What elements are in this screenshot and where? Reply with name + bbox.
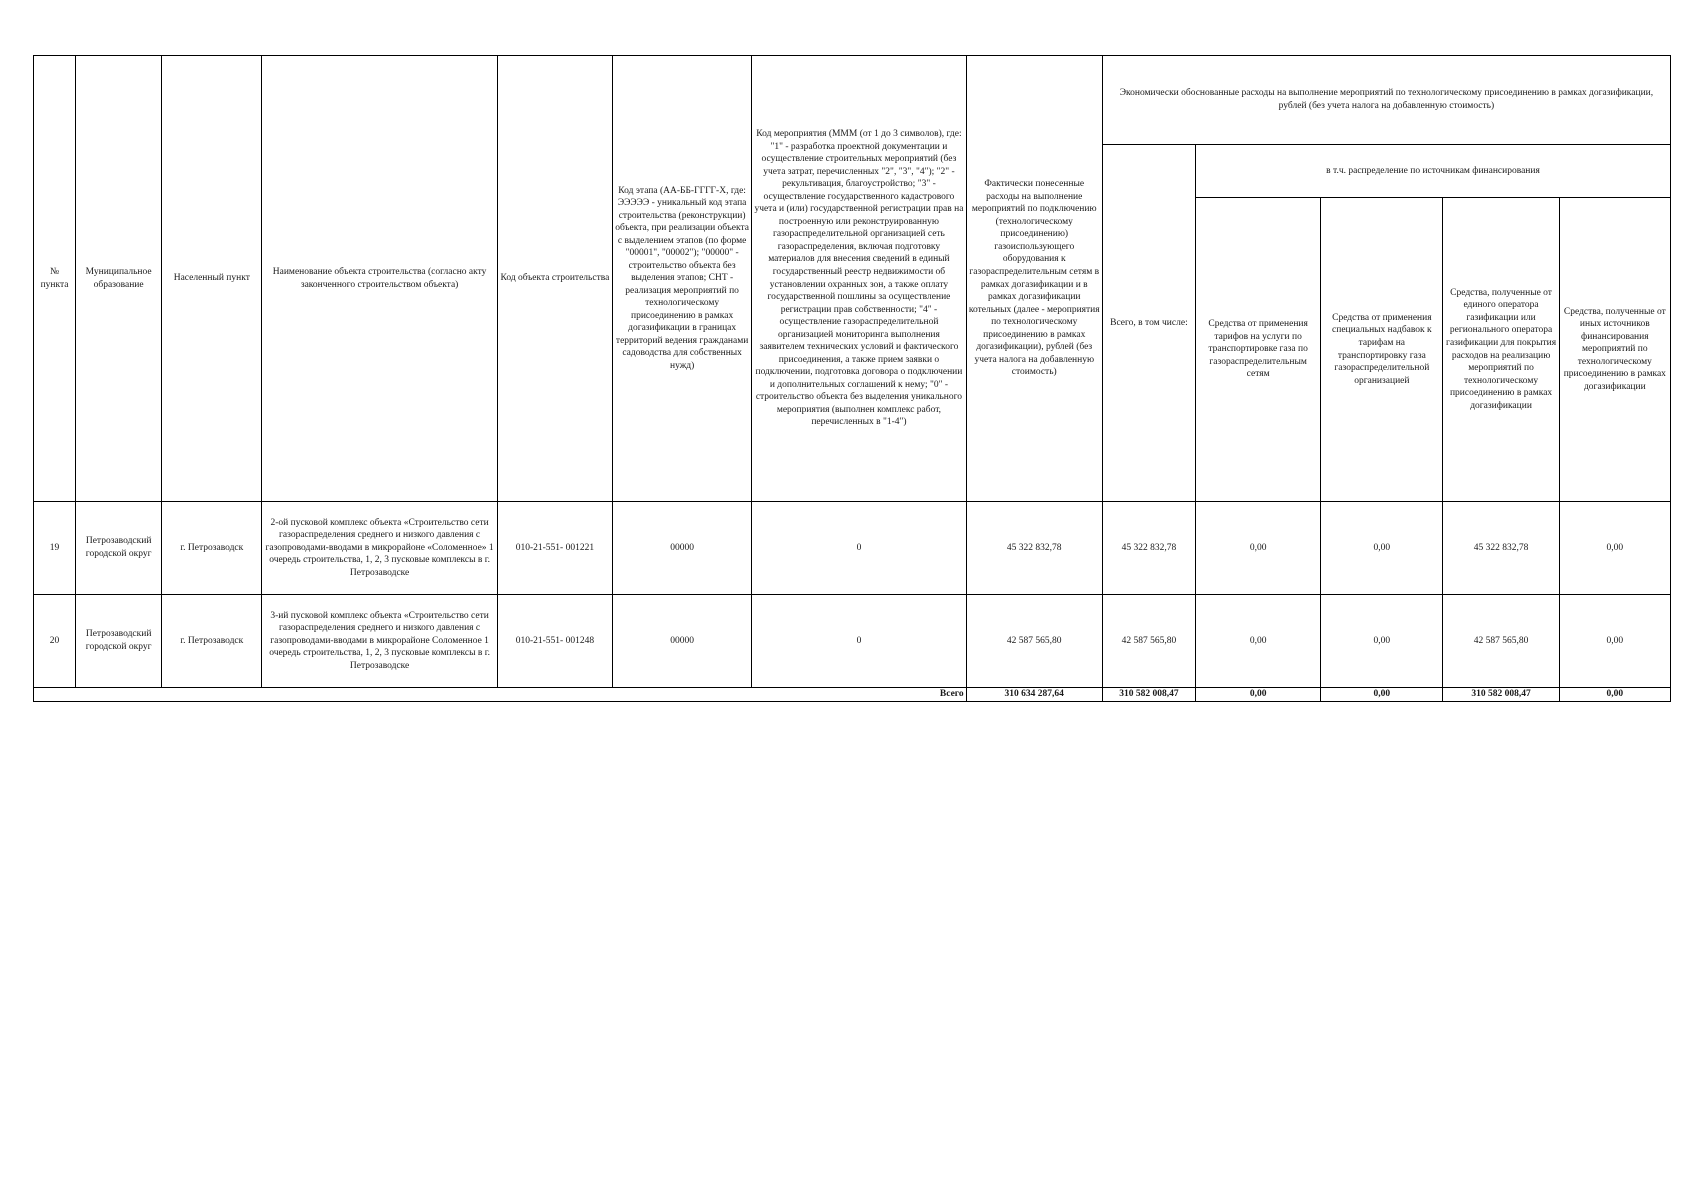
row-municipality: Петрозаводский городской округ xyxy=(76,502,162,595)
header-municipality: Муниципальное образование xyxy=(76,56,162,502)
header-src-operator: Средства, полученные от единого оператора газификации или регионального оператора газификации для покрытия расходов на реализацию мероприятий по технологическому присоединению в рамках догазификации xyxy=(1443,198,1559,502)
row-other: 0,00 xyxy=(1559,502,1670,595)
totals-total: 310 582 008,47 xyxy=(1102,688,1195,702)
header-num: № пункта xyxy=(34,56,76,502)
row-other: 0,00 xyxy=(1559,595,1670,688)
header-event-code: Код мероприятия (МММ (от 1 до 3 символов), где: "1" - разработка проектной документации и осуществление строительных мероприятий (без учета затрат, перечисленных "2", "3", "4"); "2" - рекультивация, благоустройство; "3" - осуществление государственного кадастрового учета и (или) государственной регистрации прав на построенную или реконструированную газораспределительной организацией сеть газораспределения, включая подготовку материалов для внесения сведений в единый государственный реестр недвижимости об установлении охранных зон, а также оплату государственной пошлины за осуществление регистрации прав собственности; "4" - осуществление газораспределительной организацией мониторинга выполнения заявителем технических условий и фактического присоединения, а также прием заявки о подключении, подготовка договора о подключении и дополнительных соглашений к нему; "0" - строительство объекта без выделения уникального мероприятия (выполнен комплекс работ, перечисленных в "1-4") xyxy=(752,56,966,502)
row-locality: г. Петрозаводск xyxy=(162,502,262,595)
header-locality: Населенный пункт xyxy=(162,56,262,502)
row-num: 19 xyxy=(34,502,76,595)
header-stage-code: Код этапа (АА-ББ-ГГГГ-Х, где: ЭЭЭЭЭ - уникальный код этапа строительства (реконструкции) объекта, при реализации объекта с выделением этапов (по форме "00001", "00002"); "00000" - строительство объекта без выделения этапов; СНТ - реализация мероприятий по технологическому присоединению в рамках догазификации в границах территорий ведения гражданами садоводства для собственных нужд) xyxy=(613,56,752,502)
table-row xyxy=(34,502,1671,595)
header-object-code: Код объекта строительства xyxy=(497,56,612,502)
row-event-code: 0 xyxy=(752,502,966,595)
row-total: 42 587 565,80 xyxy=(1102,595,1195,688)
table-row xyxy=(34,595,1671,688)
header-econ-costs: Экономически обоснованные расходы на выполнение мероприятий по технологическому присоединению в рамках догазификации, рублей (без учета налога на добавленную стоимость) xyxy=(1102,56,1670,145)
row-actual-costs: 42 587 565,80 xyxy=(966,595,1102,688)
header-object-name: Наименование объекта строительства (согласно акту законченного строительством объекта) xyxy=(262,56,497,502)
header-src-other: Средства, полученные от иных источников финансирования мероприятий по технологическому присоединению в рамках догазификации xyxy=(1559,198,1670,502)
row-event-code: 0 xyxy=(752,595,966,688)
row-operator: 42 587 565,80 xyxy=(1443,595,1559,688)
header-distribution: в т.ч. распределение по источникам финансирования xyxy=(1196,145,1671,198)
totals-operator: 310 582 008,47 xyxy=(1443,688,1559,702)
row-surcharges: 0,00 xyxy=(1321,595,1443,688)
row-stage-code: 00000 xyxy=(613,595,752,688)
totals-surcharges: 0,00 xyxy=(1321,688,1443,702)
totals-other: 0,00 xyxy=(1559,688,1670,702)
row-locality: г. Петрозаводск xyxy=(162,595,262,688)
row-total: 45 322 832,78 xyxy=(1102,502,1195,595)
header-src-tariffs: Средства от применения тарифов на услуги по транспортировке газа по газораспределительным сетям xyxy=(1196,198,1321,502)
header-total-incl: Всего, в том числе: xyxy=(1102,145,1195,502)
row-object-code: 010-21-551- 001221 xyxy=(497,502,612,595)
row-tariffs: 0,00 xyxy=(1196,595,1321,688)
totals-row xyxy=(34,688,1671,702)
row-object-name: 3-ий пусковой комплекс объекта «Строительство сети газораспределения среднего и низкого давления с газопроводами-вводами в микрорайоне Соломенное 1 очередь строительства, 1, 2, 3 пусковые комплексы в г. Петрозаводске xyxy=(262,595,497,688)
header-src-surcharges: Средства от применения специальных надбавок к тарифам на транспортировку газа газораспределительной организацией xyxy=(1321,198,1443,502)
row-municipality: Петрозаводский городской округ xyxy=(76,595,162,688)
row-operator: 45 322 832,78 xyxy=(1443,502,1559,595)
row-tariffs: 0,00 xyxy=(1196,502,1321,595)
totals-tariffs: 0,00 xyxy=(1196,688,1321,702)
cost-table xyxy=(33,55,1671,702)
row-num: 20 xyxy=(34,595,76,688)
row-object-name: 2-ой пусковой комплекс объекта «Строительство сети газораспределения среднего и низкого давления с газопроводами-вводами в микрорайоне «Соломенное» 1 очередь строительства, 1, 2, 3 пусковые комплексы в г. Петрозаводске xyxy=(262,502,497,595)
header-actual-costs: Фактически понесенные расходы на выполнение мероприятий по подключению (технологическому присоединению) газоиспользующего оборудования к газораспределительным сетям в рамках догазификации и в рамках догазификации котельных (далее - мероприятия по технологическому присоединению в рамках догазификации), рублей (без учета налога на добавленную стоимость) xyxy=(966,56,1102,502)
row-surcharges: 0,00 xyxy=(1321,502,1443,595)
row-actual-costs: 45 322 832,78 xyxy=(966,502,1102,595)
row-object-code: 010-21-551- 001248 xyxy=(497,595,612,688)
totals-label: Всего xyxy=(34,688,967,702)
totals-actual-costs: 310 634 287,64 xyxy=(966,688,1102,702)
header-row-1 xyxy=(34,56,1671,145)
row-stage-code: 00000 xyxy=(613,502,752,595)
